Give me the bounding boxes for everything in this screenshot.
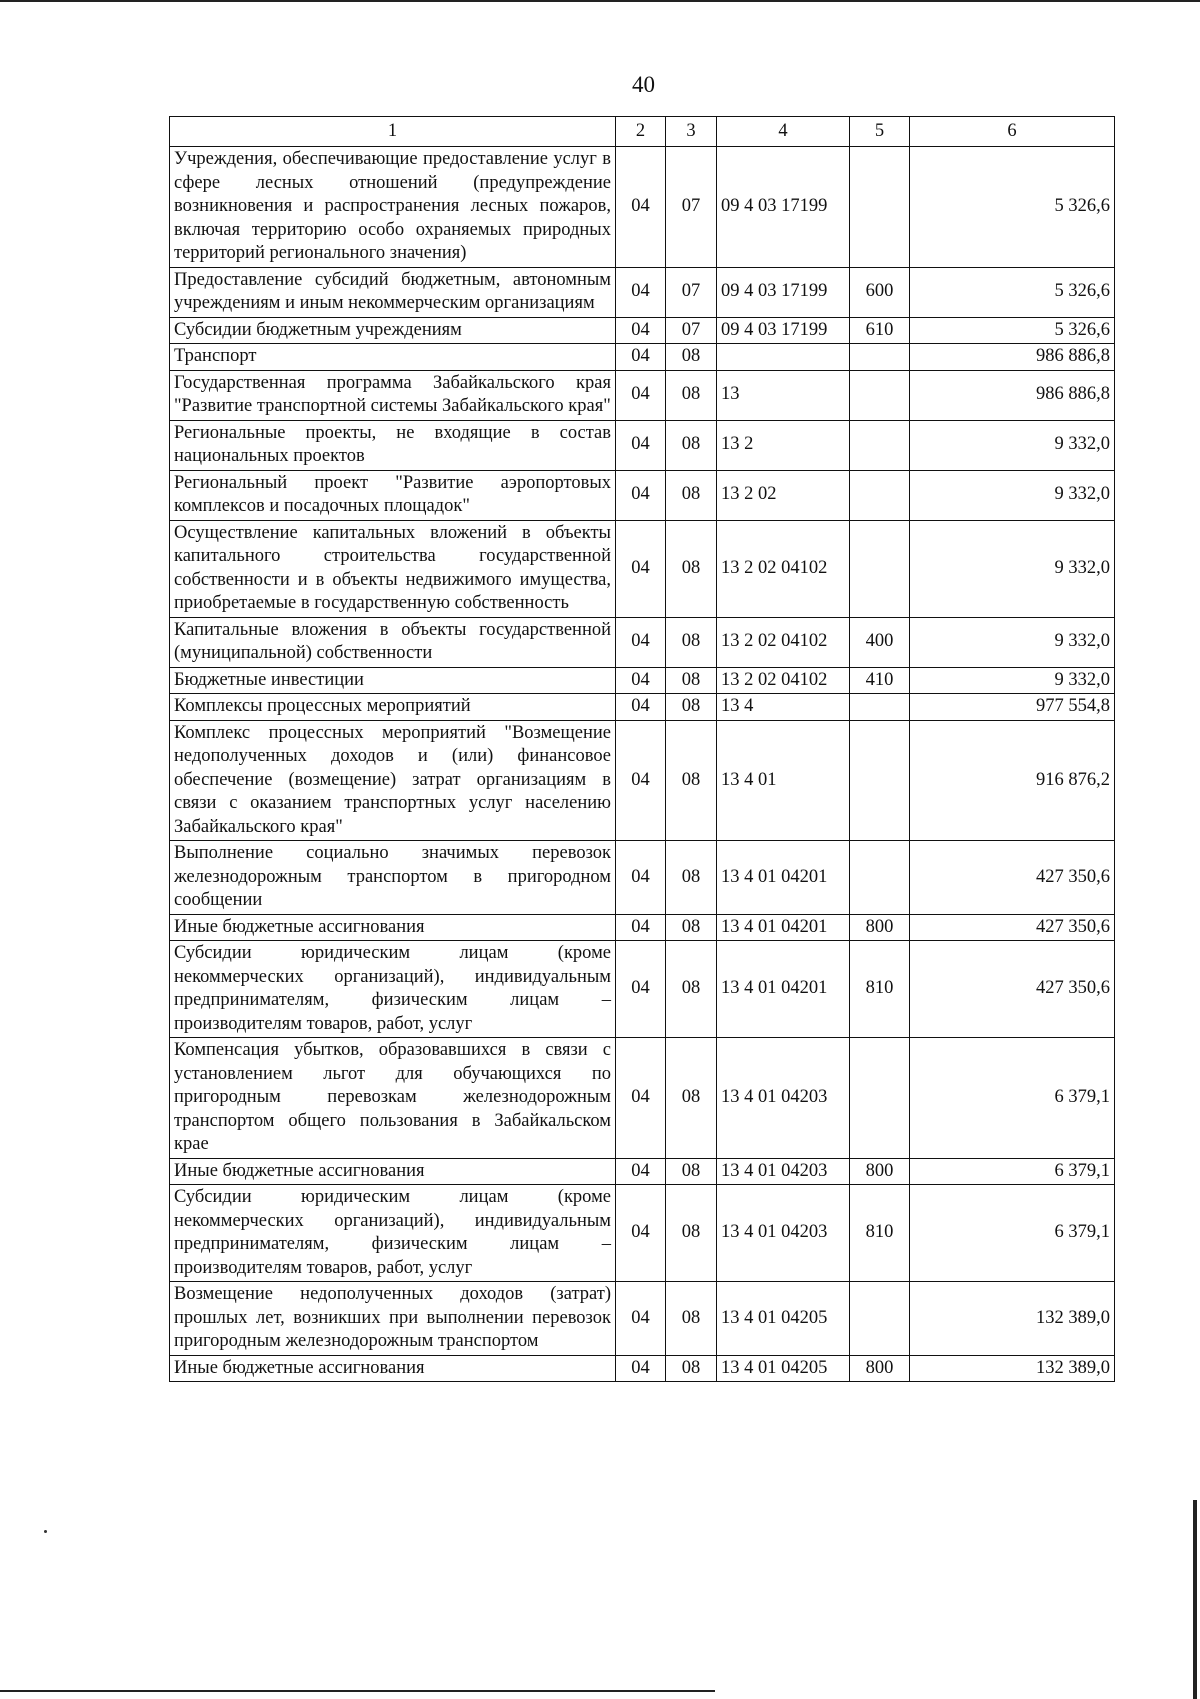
subsection-code-cell: 07 <box>666 267 717 317</box>
subsection-code-cell: 07 <box>666 317 717 344</box>
target-article-cell: 13 4 01 04201 <box>717 941 850 1038</box>
row-name-cell: Иные бюджетные ассигнования <box>170 914 616 941</box>
section-code-cell: 04 <box>616 694 666 721</box>
subsection-code-cell: 08 <box>666 470 717 520</box>
section-code-cell: 04 <box>616 1038 666 1159</box>
target-article-cell: 13 2 02 <box>717 470 850 520</box>
table-row <box>170 1185 1115 1282</box>
section-code-cell: 04 <box>616 470 666 520</box>
subsection-code-cell: 08 <box>666 720 717 841</box>
row-name-cell: Субсидии бюджетным учреждениям <box>170 317 616 344</box>
section-code-cell: 04 <box>616 1158 666 1185</box>
subsection-code-cell: 08 <box>666 344 717 371</box>
row-name-cell: Учреждения, обеспечивающие предоставление услуг в сфере лесных отношений (предупреждение возникновения и распространения лесных пожаров, включая территорию особо охраняемых природных территорий регионального значения) <box>170 147 616 268</box>
scan-edge-top <box>0 0 1200 2</box>
target-article-cell: 13 4 01 04203 <box>717 1158 850 1185</box>
row-name-cell: Предоставление субсидий бюджетным, автономным учреждениям и иным некоммерческим организациям <box>170 267 616 317</box>
expense-type-cell: 810 <box>850 941 910 1038</box>
subsection-code-cell: 08 <box>666 1038 717 1159</box>
amount-cell: 916 876,2 <box>910 720 1115 841</box>
scan-edge-bottom <box>0 1690 715 1692</box>
subsection-code-cell: 08 <box>666 1185 717 1282</box>
section-code-cell: 04 <box>616 147 666 268</box>
amount-cell: 9 332,0 <box>910 420 1115 470</box>
table-row <box>170 720 1115 841</box>
row-name-cell: Капитальные вложения в объекты государственной (муниципальной) собственности <box>170 617 616 667</box>
section-code-cell: 04 <box>616 520 666 617</box>
expense-type-cell: 600 <box>850 267 910 317</box>
table-row <box>170 841 1115 915</box>
subsection-code-cell: 07 <box>666 147 717 268</box>
amount-cell: 6 379,1 <box>910 1038 1115 1159</box>
target-article-cell <box>717 344 850 371</box>
expense-type-cell <box>850 370 910 420</box>
table-row <box>170 420 1115 470</box>
row-name-cell: Транспорт <box>170 344 616 371</box>
target-article-cell: 13 <box>717 370 850 420</box>
row-name-cell: Субсидии юридическим лицам (кроме некоммерческих организаций), индивидуальным предпринимателям, физическим лицам – производителям товаров, работ, услуг <box>170 1185 616 1282</box>
row-name-cell: Бюджетные инвестиции <box>170 667 616 694</box>
section-code-cell: 04 <box>616 420 666 470</box>
expense-type-cell <box>850 720 910 841</box>
amount-cell: 5 326,6 <box>910 317 1115 344</box>
header-cell: 1 <box>170 117 616 147</box>
table-header-row <box>170 117 1115 147</box>
budget-table-body <box>170 117 1115 1382</box>
section-code-cell: 04 <box>616 914 666 941</box>
section-code-cell: 04 <box>616 1355 666 1382</box>
table-row <box>170 914 1115 941</box>
expense-type-cell: 610 <box>850 317 910 344</box>
amount-cell: 427 350,6 <box>910 841 1115 915</box>
table-row <box>170 941 1115 1038</box>
table-row <box>170 1282 1115 1356</box>
row-name-cell: Субсидии юридическим лицам (кроме некоммерческих организаций), индивидуальным предпринимателям, физическим лицам – производителям товаров, работ, услуг <box>170 941 616 1038</box>
target-article-cell: 13 4 01 04203 <box>717 1185 850 1282</box>
expense-type-cell <box>850 344 910 371</box>
amount-cell: 132 389,0 <box>910 1282 1115 1356</box>
section-code-cell: 04 <box>616 720 666 841</box>
table-row <box>170 147 1115 268</box>
target-article-cell: 13 2 <box>717 420 850 470</box>
row-name-cell: Выполнение социально значимых перевозок железнодорожным транспортом в пригородном сообщении <box>170 841 616 915</box>
subsection-code-cell: 08 <box>666 520 717 617</box>
target-article-cell: 13 2 02 04102 <box>717 520 850 617</box>
amount-cell: 986 886,8 <box>910 344 1115 371</box>
expense-type-cell: 810 <box>850 1185 910 1282</box>
target-article-cell: 13 4 01 04201 <box>717 914 850 941</box>
section-code-cell: 04 <box>616 1185 666 1282</box>
subsection-code-cell: 08 <box>666 694 717 721</box>
section-code-cell: 04 <box>616 344 666 371</box>
subsection-code-cell: 08 <box>666 667 717 694</box>
expense-type-cell <box>850 520 910 617</box>
target-article-cell: 13 4 <box>717 694 850 721</box>
subsection-code-cell: 08 <box>666 1158 717 1185</box>
target-article-cell: 13 4 01 04203 <box>717 1038 850 1159</box>
subsection-code-cell: 08 <box>666 1355 717 1382</box>
header-cell: 5 <box>850 117 910 147</box>
table-row <box>170 617 1115 667</box>
table-row <box>170 520 1115 617</box>
amount-cell: 5 326,6 <box>910 267 1115 317</box>
table-row <box>170 1355 1115 1382</box>
table-row <box>170 344 1115 371</box>
row-name-cell: Комплекс процессных мероприятий "Возмещение недополученных доходов и (или) финансовое обеспечение (возмещение) затрат организациям в связи с оказанием транспортных услуг населению Забайкальского края" <box>170 720 616 841</box>
expense-type-cell <box>850 420 910 470</box>
expense-type-cell <box>850 841 910 915</box>
subsection-code-cell: 08 <box>666 370 717 420</box>
expense-type-cell: 800 <box>850 1158 910 1185</box>
subsection-code-cell: 08 <box>666 914 717 941</box>
expense-type-cell: 410 <box>850 667 910 694</box>
target-article-cell: 09 4 03 17199 <box>717 317 850 344</box>
table-row <box>170 267 1115 317</box>
subsection-code-cell: 08 <box>666 841 717 915</box>
expense-type-cell: 800 <box>850 914 910 941</box>
row-name-cell: Иные бюджетные ассигнования <box>170 1158 616 1185</box>
row-name-cell: Компенсация убытков, образовавшихся в связи с установлением льгот для обучающихся по пригородным перевозкам железнодорожным транспортом общего пользования в Забайкальском крае <box>170 1038 616 1159</box>
expense-type-cell <box>850 1282 910 1356</box>
row-name-cell: Региональные проекты, не входящие в состав национальных проектов <box>170 420 616 470</box>
table-row <box>170 667 1115 694</box>
amount-cell: 6 379,1 <box>910 1185 1115 1282</box>
amount-cell: 427 350,6 <box>910 914 1115 941</box>
target-article-cell: 13 2 02 04102 <box>717 667 850 694</box>
row-name-cell: Региональный проект "Развитие аэропортовых комплексов и посадочных площадок" <box>170 470 616 520</box>
target-article-cell: 09 4 03 17199 <box>717 147 850 268</box>
section-code-cell: 04 <box>616 267 666 317</box>
page-number: 40 <box>632 72 655 97</box>
amount-cell: 986 886,8 <box>910 370 1115 420</box>
target-article-cell: 13 2 02 04102 <box>717 617 850 667</box>
expense-type-cell: 800 <box>850 1355 910 1382</box>
subsection-code-cell: 08 <box>666 617 717 667</box>
subsection-code-cell: 08 <box>666 420 717 470</box>
expense-type-cell <box>850 1038 910 1159</box>
table-row <box>170 470 1115 520</box>
subsection-code-cell: 08 <box>666 1282 717 1356</box>
row-name-cell: Осуществление капитальных вложений в объекты капитального строительства государственной собственности и в объекты недвижимого имущества, приобретаемые в государственную собственность <box>170 520 616 617</box>
target-article-cell: 13 4 01 <box>717 720 850 841</box>
table-row <box>170 370 1115 420</box>
target-article-cell: 13 4 01 04201 <box>717 841 850 915</box>
budget-table <box>169 116 1115 1382</box>
table-row <box>170 1038 1115 1159</box>
section-code-cell: 04 <box>616 667 666 694</box>
amount-cell: 427 350,6 <box>910 941 1115 1038</box>
section-code-cell: 04 <box>616 617 666 667</box>
amount-cell: 9 332,0 <box>910 520 1115 617</box>
table-row <box>170 694 1115 721</box>
scan-edge-right <box>1193 1500 1197 1699</box>
amount-cell: 977 554,8 <box>910 694 1115 721</box>
amount-cell: 132 389,0 <box>910 1355 1115 1382</box>
header-cell: 4 <box>717 117 850 147</box>
amount-cell: 9 332,0 <box>910 470 1115 520</box>
amount-cell: 9 332,0 <box>910 667 1115 694</box>
expense-type-cell <box>850 470 910 520</box>
amount-cell: 5 326,6 <box>910 147 1115 268</box>
target-article-cell: 13 4 01 04205 <box>717 1282 850 1356</box>
row-name-cell: Комплексы процессных мероприятий <box>170 694 616 721</box>
table-row <box>170 317 1115 344</box>
subsection-code-cell: 08 <box>666 941 717 1038</box>
target-article-cell: 09 4 03 17199 <box>717 267 850 317</box>
section-code-cell: 04 <box>616 317 666 344</box>
amount-cell: 6 379,1 <box>910 1158 1115 1185</box>
header-cell: 3 <box>666 117 717 147</box>
row-name-cell: Возмещение недополученных доходов (затрат) прошлых лет, возникших при выполнении перевозок пригородным железнодорожным транспортом <box>170 1282 616 1356</box>
table-row <box>170 1158 1115 1185</box>
header-cell: 2 <box>616 117 666 147</box>
scan-speck <box>44 1530 47 1533</box>
row-name-cell: Иные бюджетные ассигнования <box>170 1355 616 1382</box>
amount-cell: 9 332,0 <box>910 617 1115 667</box>
header-cell: 6 <box>910 117 1115 147</box>
expense-type-cell <box>850 147 910 268</box>
row-name-cell: Государственная программа Забайкальского края "Развитие транспортной системы Забайкальского края" <box>170 370 616 420</box>
section-code-cell: 04 <box>616 1282 666 1356</box>
section-code-cell: 04 <box>616 941 666 1038</box>
section-code-cell: 04 <box>616 841 666 915</box>
expense-type-cell: 400 <box>850 617 910 667</box>
section-code-cell: 04 <box>616 370 666 420</box>
expense-type-cell <box>850 694 910 721</box>
target-article-cell: 13 4 01 04205 <box>717 1355 850 1382</box>
